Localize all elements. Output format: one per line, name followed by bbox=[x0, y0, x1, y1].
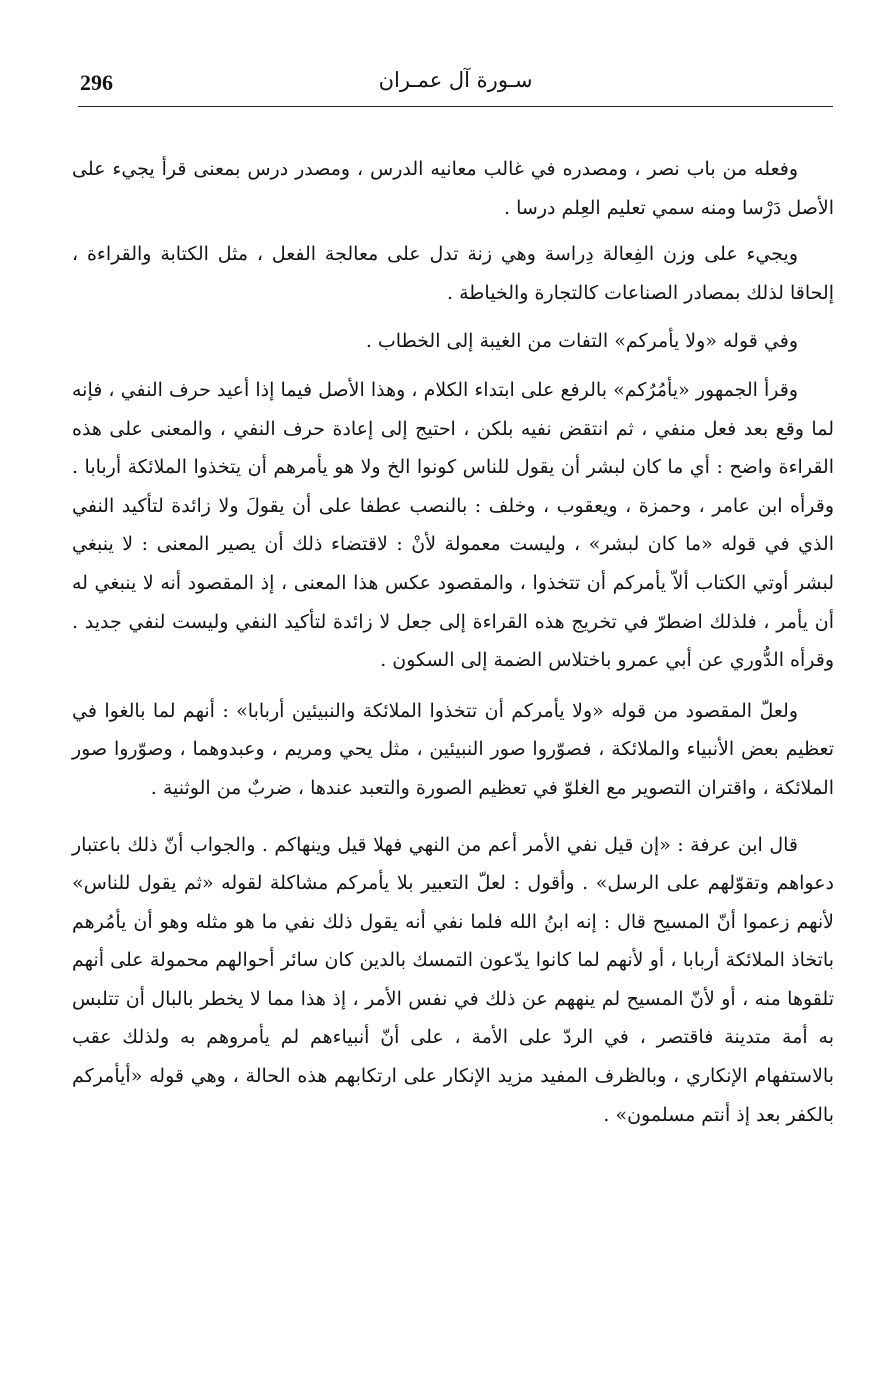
paragraph: ولعلّ المقصود من قوله «ولا يأمركم أن تتخذوا الملائكة والنبيئين أربابا» : أنهم لما بالغوا في تعظيم بعض الأنبياء والملائكة ، فصوّروا صور النبيئين ، مثل يحي ومريم ، وعبدوهما ، وصوّروا صور الملائكة ، واقتران التصوير مع الغلوّ في تعظيم الصورة والتعبد عندها ، ضربٌ من الوثنية . bbox=[72, 699, 834, 799]
page-header bbox=[78, 66, 833, 107]
body-text bbox=[72, 150, 834, 1134]
paragraph: وفعله من باب نصر ، ومصدره في غالب معانيه الدرس ، ومصدر درس بمعنى قرأ يجيء على الأصل دَرْسا ومنه سمي تعليم العِلم درسا . bbox=[72, 158, 834, 219]
page-number: 296 bbox=[80, 70, 113, 95]
paragraph: وقرأ الجمهور «يأمُرُكم» بالرفع على ابتداء الكلام ، وهذا الأصل فيما إذا أعيد حرف النفي ، فإنه لما وقع بعد فعل منفي ، ثم انتقض نفيه بلكن ، احتيج إلى إعادة حرف النفي ، والمعنى على هذه القراءة واضح : أي ما كان لبشر أن يقول للناس كونوا الخ ولا هو يأمرهم أن يتخذوا الملائكة أربابا . وقرأه ابن عامر ، وحمزة ، ويعقوب ، وخلف : بالنصب عطفا على أن يقولَ ولا زائدة لتأكيد النفي الذي في قوله «ما كان لبشر» ، وليست معمولة لأنْ : لاقتضاء ذلك أن يصير المعنى : لا ينبغي لبشر أوتي الكتاب ألاّ يأمركم أن تتخذوا ، والمقصود عكس هذا المعنى ، إذ المقصود أنه لا ينبغي له أن يأمر ، فلذلك اضطرّ في تخريج هذه القراءة إلى جعل لا زائدة لتأكيد النفي وليست لنفي جديد . وقرأه الدُّوري عن أبي عمرو باختلاس الضمة إلى السكون . bbox=[72, 378, 834, 672]
paragraph: ويجيء على وزن الفِعالة دِراسة وهي زنة تدل على معالجة الفعل ، مثل الكتابة والقراءة ، إلحاقا لذلك بمصادر الصناعات كالتجارة والخياطة . bbox=[72, 243, 834, 304]
running-title: سـورة آل عمـران bbox=[378, 68, 533, 92]
paragraph: وفي قوله «ولا يأمركم» التفات من الغيبة إلى الخطاب . bbox=[365, 330, 798, 353]
paragraph: قال ابن عرفة : «إن قيل نفي الأمر أعم من النهي فهلا قيل وينهاكم . والجواب أنّ ذلك باعتبار دعواهم وتقوّلهم على الرسل» . وأقول : لعلّ التعبير بلا يأمركم مشاكلة لقوله «ثم يقول للناس» لأنهم زعموا أنّ المسيح قال : إنه ابنُ الله فلما نفي أنه يقول ذلك نفي ما هو مثله وهو أن يأمُرهم باتخاذ الملائكة أربابا ، أو لأنهم لما كانوا يدّعون التمسك بالدين كان سائر أحوالهم محمولة على أنهم تلقوها منه ، أو لأنّ المسيح لم ينههم عن ذلك في نفس الأمر ، إذ هذا مما لا يخطر بالبال أن تتلبس به أمة متدينة فاقتصر ، في الردّ على الأمة ، على أنّ أنبياءهم لم يأمروهم به ولذلك عقب بالاستفهام الإنكاري ، وبالظرف المفيد مزيد الإنكار على ارتكابهم هذه الحالة ، وهي قوله «أيأمركم بالكفر بعد إذ أنتم مسلمون» . bbox=[72, 833, 834, 1126]
